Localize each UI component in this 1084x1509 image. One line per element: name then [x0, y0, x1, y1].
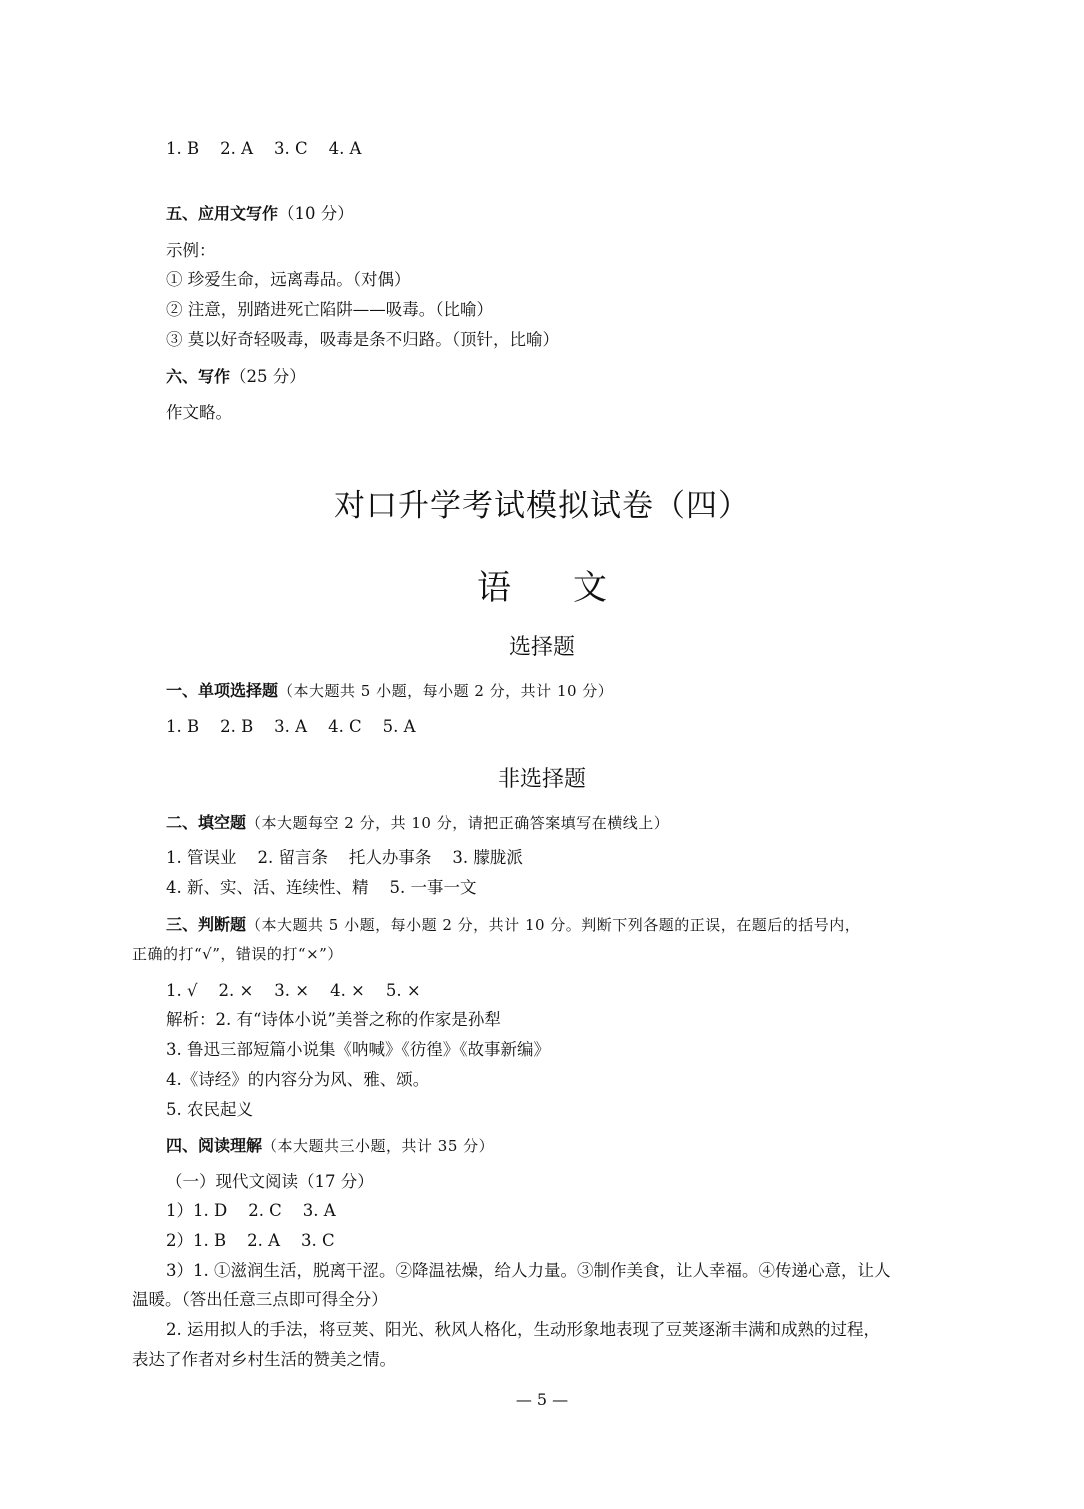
subject-title: 语文 — [477, 568, 669, 608]
section-5-heading — [166, 203, 354, 225]
section-2-line-1: 1. 管误业 2. 留言条 托人办事条 3. 朦胧派 — [166, 848, 523, 867]
section-6-score: （25 分） — [230, 367, 306, 386]
example-label: 示例： — [166, 241, 216, 260]
section-3-explain-3: 4.《诗经》的内容分为风、雅、颂。 — [166, 1070, 430, 1089]
nonchoice-section-title: 非选择题 — [497, 767, 586, 792]
section-4-group-3-line-2: 温暖。（答出任意三点即可得全分） — [132, 1290, 388, 1309]
section-4-title: 四、阅读理解 — [166, 1136, 263, 1155]
section-4-group-2: 2）1. B 2. A 3. C — [166, 1231, 335, 1250]
top-answers: 1. B 2. A 3. C 4. A — [166, 139, 362, 158]
section-3-title: 三、判断题 — [166, 915, 247, 934]
section-3-note-line-2: 正确的打“√”，错误的打“×”） — [132, 945, 343, 963]
section-5-score: （10 分） — [278, 204, 354, 223]
section-3-answers: 1. √ 2. × 3. × 4. × 5. × — [166, 981, 421, 1000]
section-2-title: 二、填空题 — [166, 813, 247, 832]
section-4-group-3-line-1: 3）1. ①滋润生活，脱离干涩。②降温祛燥，给人力量。③制作美食，让人幸福。④传递心意，让人 — [166, 1261, 891, 1280]
section-4-group-1: 1）1. D 2. C 3. A — [166, 1201, 336, 1220]
section-4-part-1: （一）现代文阅读（17 分） — [166, 1172, 374, 1191]
page-number: — 5 — — [515, 1390, 569, 1409]
example-item-3: ③ 莫以好奇轻吸毒，吸毒是条不归路。（顶针，比喻） — [166, 330, 559, 349]
exam-title: 对口升学考试模拟试卷（四） — [334, 488, 750, 524]
section-3-heading — [166, 914, 860, 936]
section-6-heading — [166, 366, 306, 388]
section-3-explain-1: 解析：2. 有“诗体小说”美誉之称的作家是孙犁 — [166, 1010, 501, 1029]
section-2-line-2: 4. 新、实、活、连续性、精 5. 一事一文 — [166, 878, 477, 897]
section-1-heading — [166, 680, 613, 702]
section-4-q2-line-1: 2. 运用拟人的手法，将豆荚、阳光、秋风人格化，生动形象地表现了豆荚逐渐丰满和成熟的过程， — [166, 1320, 880, 1339]
section-3-note: （本大题共 5 小题，每小题 2 分，共计 10 分。判断下列各题的正误，在题后的括号内， — [246, 916, 861, 934]
section-2-note: （本大题每空 2 分，共 10 分，请把正确答案填写在横线上） — [246, 814, 670, 832]
section-6-title: 六、写作 — [166, 367, 231, 386]
section-3-explain-4: 5. 农民起义 — [166, 1100, 253, 1119]
section-1-note: （本大题共 5 小题，每小题 2 分，共计 10 分） — [278, 682, 614, 700]
example-item-2: ② 注意，别踏进死亡陷阱——吸毒。（比喻） — [166, 300, 493, 319]
section-1-title: 一、单项选择题 — [166, 681, 279, 700]
section-4-heading — [166, 1135, 494, 1157]
section-4-q2-line-2: 表达了作者对乡村生活的赞美之情。 — [132, 1350, 396, 1369]
section-3-explain-2: 3. 鲁迅三部短篇小说集《呐喊》《彷徨》《故事新编》 — [166, 1040, 550, 1059]
choice-section-title: 选择题 — [508, 635, 575, 660]
section-1-answers: 1. B 2. B 3. A 4. C 5. A — [166, 717, 416, 736]
example-item-1: ① 珍爱生命，远离毒品。（对偶） — [166, 270, 411, 289]
section-5-title: 五、应用文写作 — [166, 204, 279, 223]
section-6-body: 作文略。 — [166, 403, 232, 422]
section-2-heading — [166, 812, 669, 834]
section-4-note: （本大题共三小题，共计 35 分） — [262, 1137, 495, 1155]
